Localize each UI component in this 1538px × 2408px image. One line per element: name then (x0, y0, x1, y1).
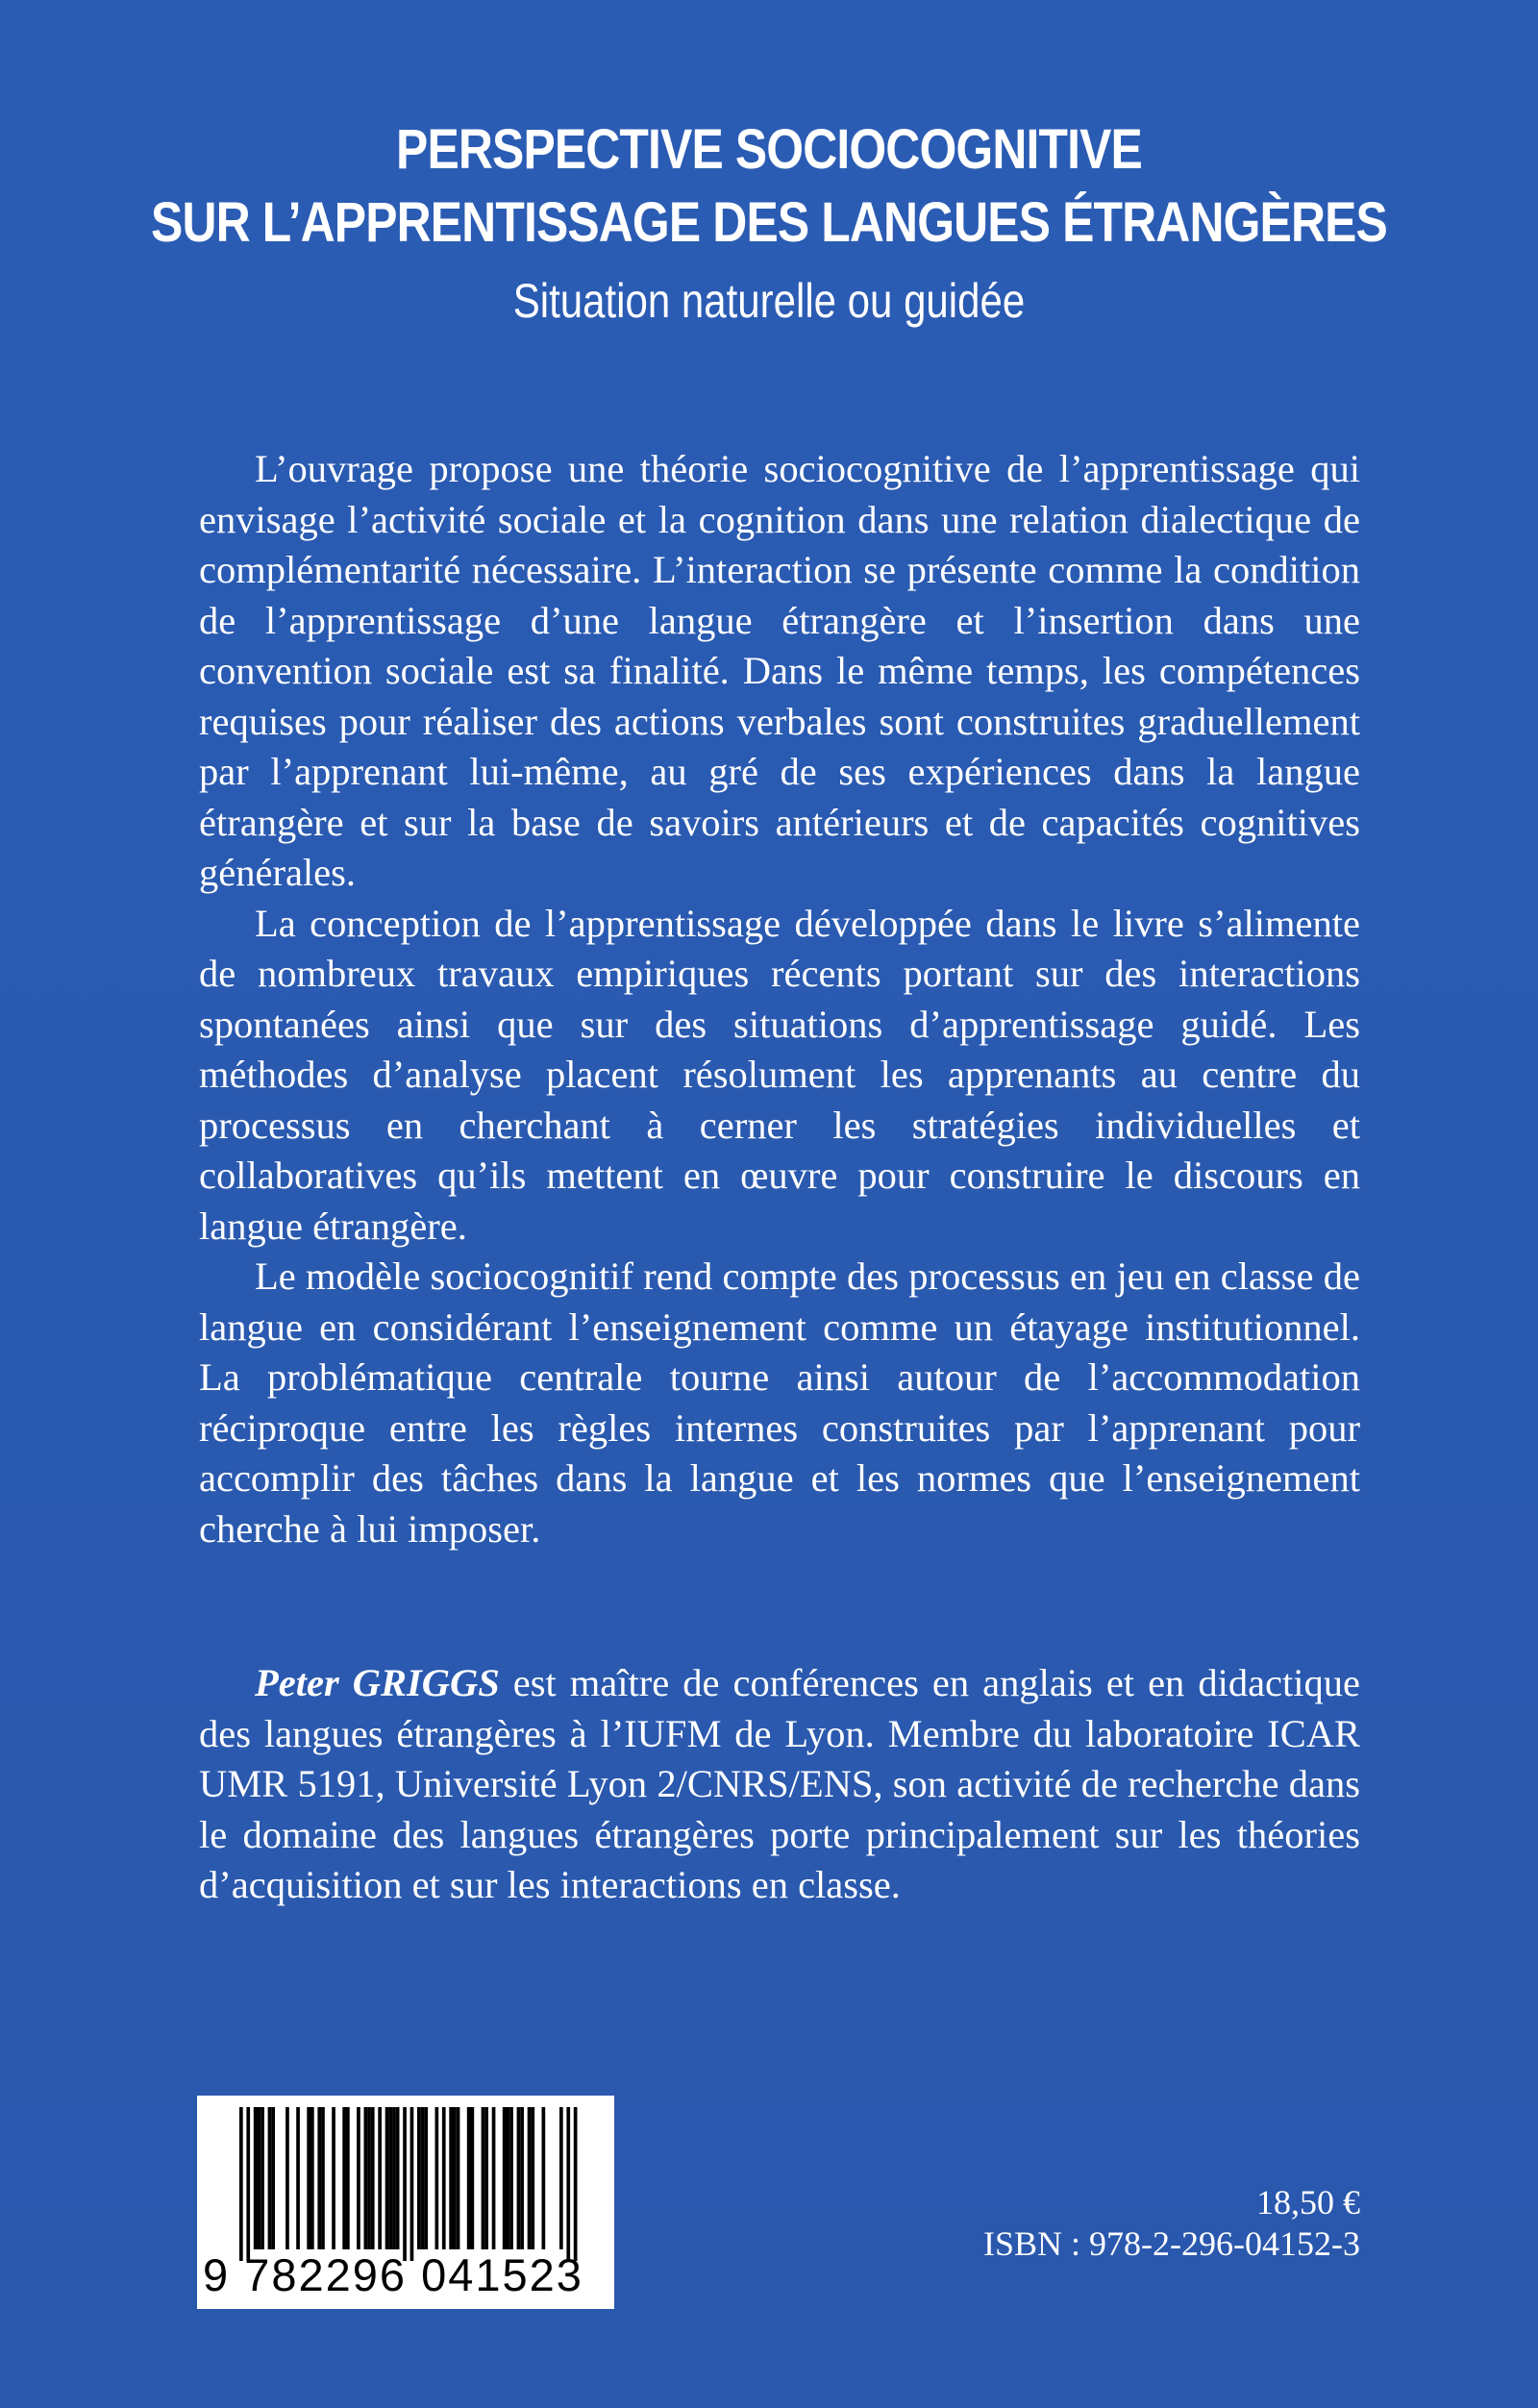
book-subtitle: Situation naturelle ou guidée (512, 274, 1026, 328)
isbn: ISBN : 978-2-296-04152-3 (983, 2224, 1360, 2263)
barcode-bar (317, 2107, 321, 2249)
barcode-bar (260, 2107, 264, 2249)
barcode-bar (367, 2107, 371, 2249)
author-bio (199, 1658, 1360, 1911)
barcode-bar (392, 2107, 396, 2249)
barcode-bar (531, 2107, 534, 2249)
title-block (0, 113, 1538, 333)
barcode-bar (332, 2107, 335, 2249)
barcode-bar (239, 2107, 243, 2261)
barcode-bar (307, 2107, 310, 2249)
barcode-bar (371, 2107, 375, 2249)
barcode-bar (285, 2107, 289, 2249)
barcode-bar (246, 2107, 250, 2261)
author-name: Peter GRIGGS (255, 1661, 500, 1704)
barcode-bar (385, 2107, 389, 2249)
blurb-paragraph-1: L’ouvrage propose une théorie sociocognitive de l’apprentissage qui envisage l’activité sociale et la cognition dans une relation dialectique de complémentarité nécessaire. L’interaction se présente comme la condition de l’apprentissage d’une langue étrangère et l’insertion dans une convention sociale est sa finalité. Dans le même temps, les compétences requises pour réaliser des actions verbales sont construites graduellement par l’apprenant lui-même, au gré de ses expériences dans la langue étrangère et sur la base de savoirs antérieurs et de capacités cognitives générales. (199, 447, 1360, 894)
price: 18,50 € (1256, 2183, 1360, 2222)
barcode-bar (453, 2107, 457, 2249)
barcode-bar (357, 2107, 360, 2249)
barcode-bar (449, 2107, 453, 2249)
barcode-bar (492, 2107, 496, 2249)
barcode-bar (528, 2107, 532, 2249)
barcode-bar (517, 2107, 521, 2249)
barcode-bar (421, 2107, 425, 2249)
barcode-bar (268, 2107, 272, 2249)
barcode-bar (424, 2107, 428, 2249)
barcode-bar (388, 2107, 392, 2249)
barcode-bar (467, 2107, 471, 2249)
barcode-bar (574, 2107, 578, 2261)
book-title-line-2: SUR L’APPRENTISSAGE DES LANGUES ÉTRANGÈRES (151, 191, 1387, 254)
barcode-bar (310, 2107, 314, 2249)
barcode-bar (484, 2107, 488, 2249)
book-title-line-1: PERSPECTIVE SOCIOCOGNITIVE (396, 118, 1142, 181)
barcode (197, 2096, 614, 2309)
author-bio-paragraph (199, 1658, 1360, 1911)
barcode-bar (296, 2107, 300, 2249)
barcode-bar (403, 2107, 407, 2261)
barcode-bar (566, 2107, 570, 2261)
barcode-digits: 9 782296 041523 (203, 2249, 583, 2300)
barcode-bar (410, 2107, 414, 2261)
barcode-bar (254, 2107, 258, 2249)
barcode-bar (271, 2107, 275, 2249)
barcode-bar (258, 2107, 261, 2249)
barcode-bar (471, 2107, 475, 2249)
barcode-bar (364, 2107, 368, 2249)
barcode-bar (435, 2107, 439, 2249)
author-bio-text: est maître de conférences en anglais et en didactique des langues étrangères à l’IUFM de Lyon. Membre du laboratoire ICAR UMR 5191, Université Lyon 2/CNRS/ENS, son activité de recherche dans le domaine des langues étrangères porte principalement sur les théories d’acquisition et sur les interactions en classe. (199, 1661, 1360, 1906)
barcode-bar (342, 2107, 346, 2249)
blurb (199, 444, 1360, 1554)
barcode-bar (507, 2107, 510, 2249)
barcode-bar (520, 2107, 524, 2249)
barcode-bar (378, 2107, 382, 2249)
barcode-bar (346, 2107, 350, 2249)
barcode-bar (482, 2107, 485, 2249)
barcode-bar (457, 2107, 460, 2249)
blurb-paragraph-2: La conception de l’apprentissage développée dans le livre s’alimente de nombreux travaux empiriques récents portant sur des interactions spontanées ainsi que sur des situations d’apprentissage guidé. Les méthodes d’analyse placent résolument les apprenants au centre du processus en cherchant à cerner les stratégies individuelles et collaboratives qu’ils mettent en œuvre pour construire le discours en langue étrangère. (199, 901, 1360, 1248)
barcode-bar (321, 2107, 325, 2249)
barcode-bar (509, 2107, 513, 2249)
barcode-bar (417, 2107, 421, 2249)
barcode-bar (442, 2107, 446, 2249)
barcode-bar (396, 2107, 400, 2249)
barcode-bar (559, 2107, 563, 2249)
blurb-paragraph-3: Le modèle sociocognitif rend compte des processus en jeu en classe de langue en considérant l’enseignement comme un étayage institutionnel. La problématique centrale tourne ainsi autour de l’accommodation réciproque entre les règles internes construites par l’apprenant pour accomplir des tâches dans la langue et les normes que l’enseignement cherche à lui imposer. (199, 1254, 1360, 1551)
barcode-bar (542, 2107, 546, 2249)
barcode-bar (503, 2107, 507, 2249)
